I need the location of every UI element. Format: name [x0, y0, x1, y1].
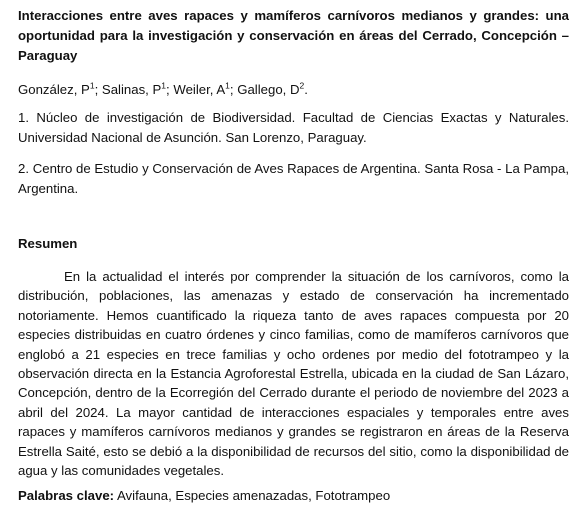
author-separator: ; [166, 82, 174, 97]
affiliation-2: 2. Centro de Estudio y Conservación de Aves Rapaces de Argentina. Santa Rosa - La Pampa, Argentina. [18, 161, 569, 196]
author-affiliation-mark: 1 [161, 80, 167, 91]
author-name: Gallego, D [237, 82, 300, 97]
author [102, 82, 173, 97]
author-separator: . [304, 82, 308, 97]
author [237, 82, 308, 97]
keywords-line [18, 486, 569, 506]
abstract-body: En la actualidad el interés por comprender la situación de los carnívoros, como la distribución, poblaciones, las amenazas y estado de conservación ha incrementado notoriamente. Hemos cuantificado la riqueza tanto de aves rapaces compuesta por 20 especies distribuidas en cuatro órdenes y cinco familias, como de mamíferos carnívoros que englobó a 21 especies en trece familias y ocho ordenes por medio del fototrampeo y la observación directa en la Estancia Agroforestal Estrella, ubicada en la ciudad de San Lázaro, Concepción, dentro de la Ecorregión del Cerrado durante el periodo de noviembre del 2023 a abril del 2024. La mayor cantidad de interacciones espaciales y temporales entre aves rapaces y mamíferos carnívoros medianos y grandes se registraron en áreas de la Reserva Estrella Saité, esto se debió a la disponibilidad de recursos del sitio, como la disponibilidad de agua y las comunidades vegetales. [18, 269, 569, 479]
author-affiliation-mark: 1 [225, 80, 230, 91]
keywords-list: Avifauna, Especies amenazadas, Fototrampeo [116, 488, 391, 503]
author-name: González, P [18, 82, 90, 97]
author-separator: ; [94, 82, 102, 97]
paper-title: Interacciones entre aves rapaces y mamíferos carnívoros medianos y grandes: una oportunidad para la investigación y conservación en áreas del Cerrado, Concepción – Paraguay [18, 8, 569, 63]
author-affiliation-mark: 2 [299, 80, 305, 91]
author-list [18, 80, 569, 100]
keywords-label: Palabras clave: [18, 488, 115, 503]
author [173, 82, 237, 97]
author-affiliation-mark: 1 [89, 80, 95, 91]
abstract-heading: Resumen [18, 236, 78, 251]
author-name: Weiler, A [173, 82, 226, 97]
author-name: Salinas, P [101, 82, 162, 97]
author [18, 82, 102, 97]
affiliation-1: 1. Núcleo de investigación de Biodiversidad. Facultad de Ciencias Exactas y Naturales. Universidad Nacional de Asunción. San Lorenzo, Paraguay. [18, 110, 569, 145]
author-separator: ; [229, 82, 238, 97]
